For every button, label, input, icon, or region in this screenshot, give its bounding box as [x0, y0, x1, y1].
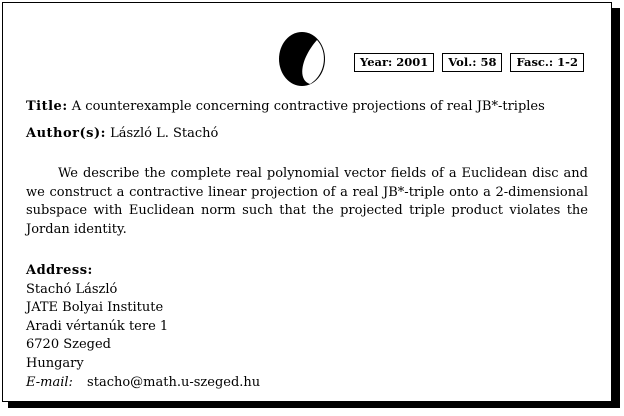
- author-names: László L. Stachó: [110, 126, 219, 141]
- email-label: E-mail:: [26, 374, 73, 390]
- authors-label: Author(s):: [26, 126, 106, 141]
- address-block: [26, 262, 260, 392]
- address-line: Hungary: [26, 355, 84, 371]
- title-label: Title:: [26, 99, 68, 114]
- email-address[interactable]: stacho@math.u-szeged.hu: [87, 374, 261, 390]
- address-line: Aradi vértanúk tere 1: [26, 318, 169, 334]
- address-line: JATE Bolyai Institute: [26, 300, 164, 316]
- frame-shadow-bottom: [8, 402, 620, 408]
- year-badge: Year: 2001: [354, 53, 434, 72]
- address-line: Stachó László: [26, 281, 118, 297]
- fascicle-badge: Fasc.: 1-2: [510, 53, 584, 72]
- email-line: [26, 374, 260, 393]
- paper-title: A counterexample concerning contractive projections of real JB*-triples: [71, 99, 545, 114]
- journal-logo-icon: [277, 30, 327, 88]
- authors-line: [26, 126, 218, 141]
- address-line: 6720 Szeged: [26, 337, 112, 353]
- issue-info: [354, 53, 584, 72]
- abstract-text: We describe the complete real polynomial vector fields of a Euclidean disc and we construct a contractive linear projection of a real JB*-triple onto a 2-dimensional subspace with Euclidean norm such that the projected triple product violates the Jordan identity.: [26, 166, 588, 237]
- volume-badge: Vol.: 58: [442, 53, 502, 72]
- frame-shadow-right: [612, 8, 620, 408]
- address-heading: Address:: [26, 263, 93, 278]
- paper-title-line: [26, 99, 545, 114]
